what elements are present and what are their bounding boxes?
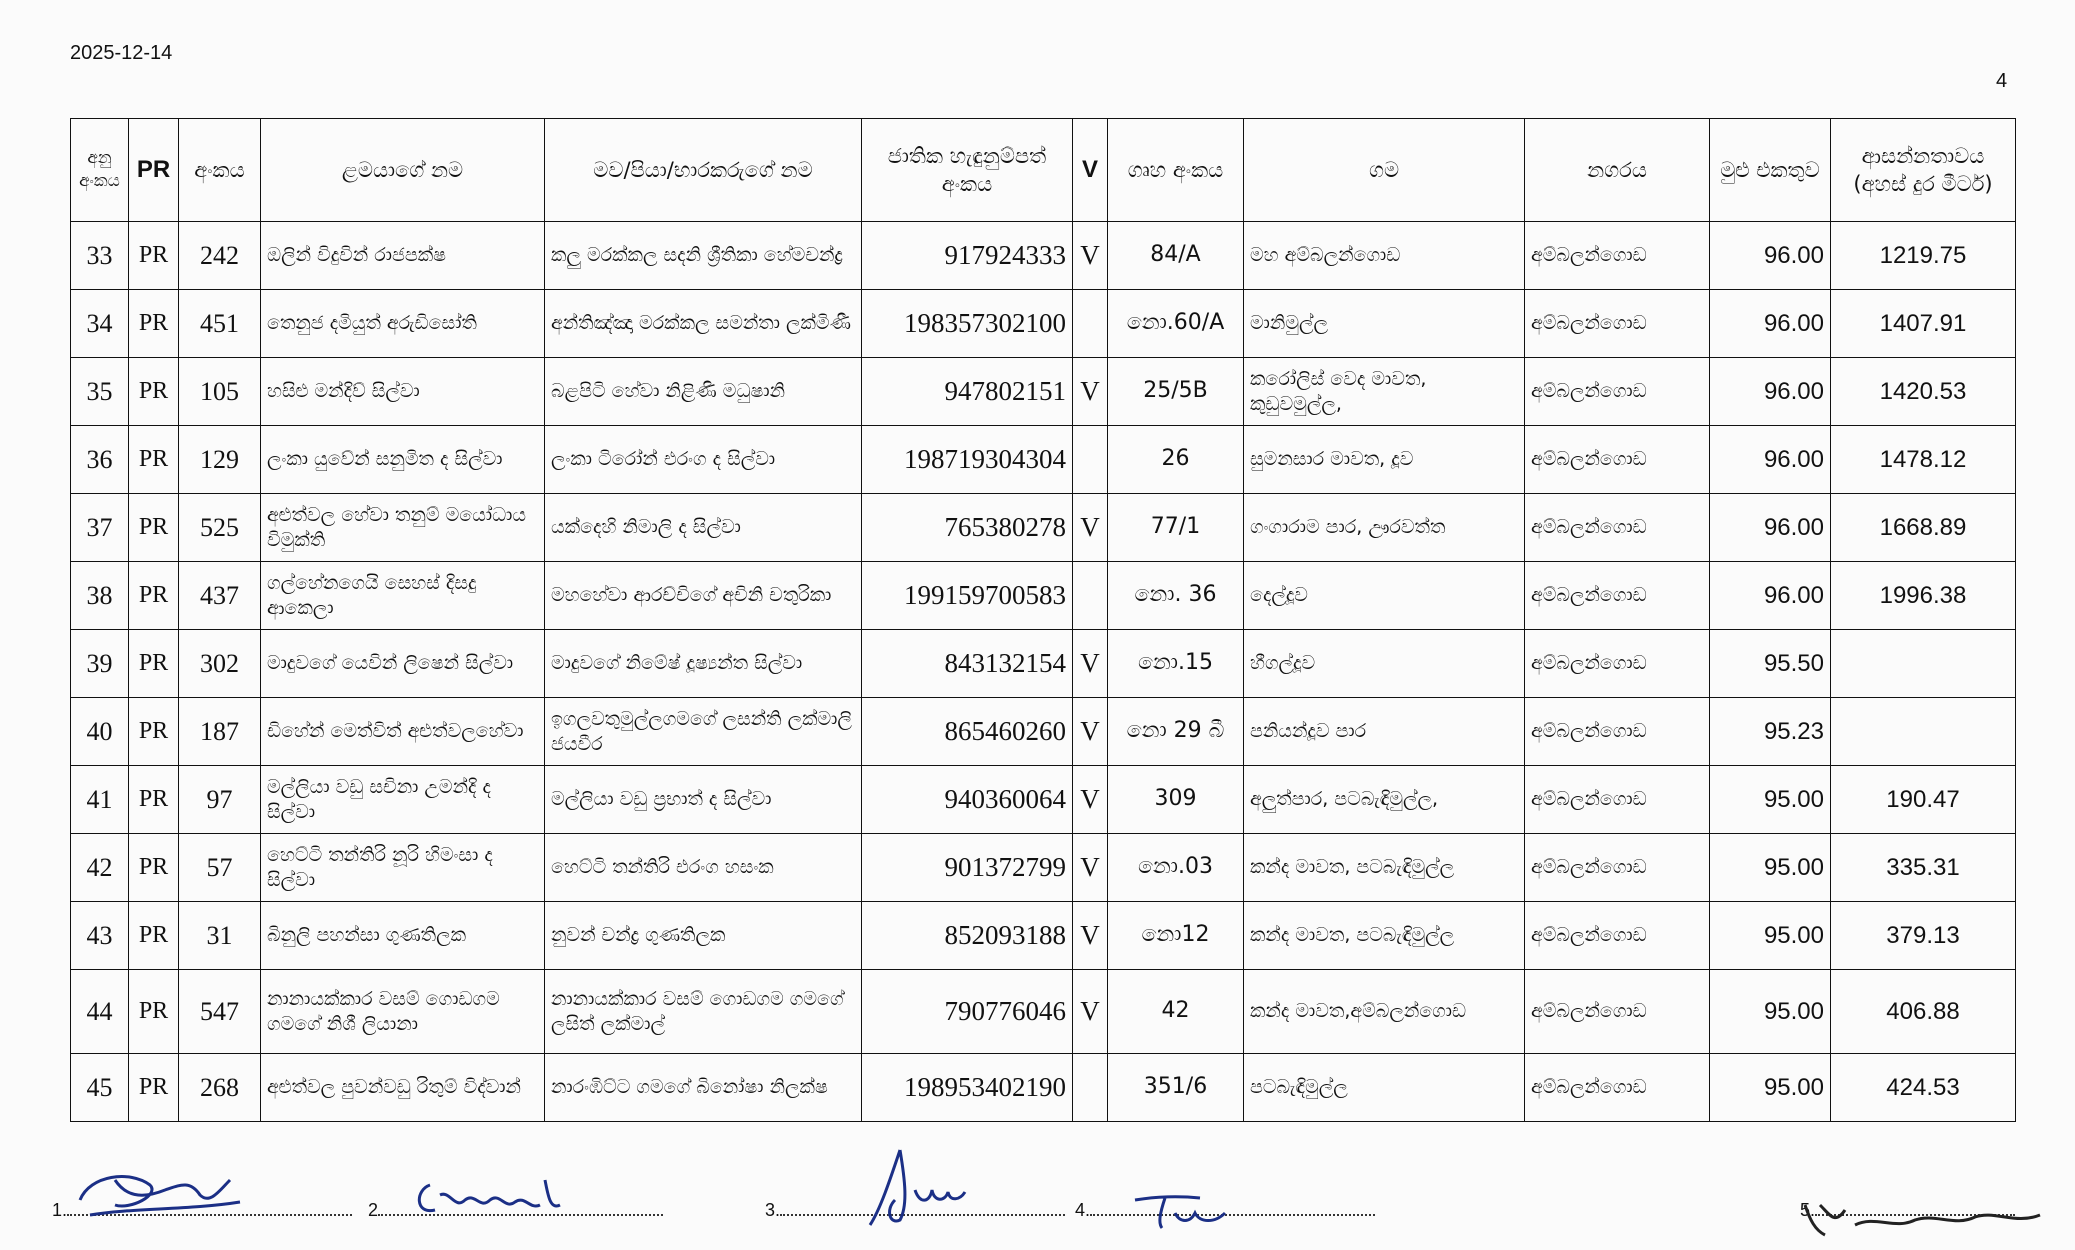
col-house: ගෘහ අංකය bbox=[1108, 119, 1244, 222]
col-v: V bbox=[1073, 119, 1108, 222]
table-row bbox=[71, 358, 2016, 426]
page-number: 4 bbox=[1996, 70, 2008, 92]
table-row bbox=[71, 426, 2016, 494]
cell-v bbox=[1073, 290, 1108, 358]
cell-parent-name: බළපිටි හේවා නිළිණි මධුෂානි bbox=[545, 358, 862, 426]
cell-serial: 42 bbox=[71, 834, 129, 902]
cell-village: මහ අම්බලන්ගොඩ bbox=[1244, 222, 1525, 290]
cell-child-name: අළුත්වල පුවන්වඩු රිතුම් විද්වාන් bbox=[261, 1054, 545, 1122]
cell-v: V bbox=[1073, 698, 1108, 766]
cell-nic: 865460260 bbox=[862, 698, 1073, 766]
cell-total-marks: 96.00 bbox=[1710, 222, 1831, 290]
cell-village: කන්ද මාවත,අම්බලන්ගොඩ bbox=[1244, 970, 1525, 1054]
cell-parent-name: ඉගලවතුමුල්ලගමගේ ලසන්ති ලක්මාලි ජයවීර bbox=[545, 698, 862, 766]
cell-v: V bbox=[1073, 902, 1108, 970]
table-row bbox=[71, 970, 2016, 1054]
cell-distance: 379.13 bbox=[1831, 902, 2016, 970]
cell-serial: 38 bbox=[71, 562, 129, 630]
cell-distance: 1668.89 bbox=[1831, 494, 2016, 562]
cell-nic: 198953402190 bbox=[862, 1054, 1073, 1122]
col-number: අංකය bbox=[179, 119, 261, 222]
signature-4 bbox=[1130, 1188, 1240, 1233]
signature-line-4: 4. bbox=[1075, 1200, 1375, 1221]
cell-v: V bbox=[1073, 766, 1108, 834]
cell-distance: 424.53 bbox=[1831, 1054, 2016, 1122]
cell-house: නො12 bbox=[1108, 902, 1244, 970]
cell-village: සුමනසාර මාවත, දූව bbox=[1244, 426, 1525, 494]
cell-house: 77/1 bbox=[1108, 494, 1244, 562]
cell-child-name: නානායක්කාර වසම් ගොඩගම ගමගේ නිශී ලියානා bbox=[261, 970, 545, 1054]
signature-2 bbox=[410, 1170, 570, 1225]
cell-v bbox=[1073, 562, 1108, 630]
cell-serial: 37 bbox=[71, 494, 129, 562]
cell-pr: PR bbox=[129, 426, 179, 494]
cell-serial: 33 bbox=[71, 222, 129, 290]
table-row bbox=[71, 630, 2016, 698]
col-pr: PR bbox=[129, 119, 179, 222]
col-village: ගම bbox=[1244, 119, 1525, 222]
cell-house: 309 bbox=[1108, 766, 1244, 834]
cell-city: අම්බලන්ගොඩ bbox=[1525, 698, 1710, 766]
col-parent-name: මව/පියා/භාරකරුගේ නම bbox=[545, 119, 862, 222]
signature-line-5: 5. bbox=[1800, 1200, 2015, 1221]
cell-total-marks: 96.00 bbox=[1710, 494, 1831, 562]
cell-child-name: මාදුවගේ යෙවින් ලිෂෙන් සිල්වා bbox=[261, 630, 545, 698]
cell-parent-name: මහහේවා ආරච්චිගේ අචිනි චතුරිකා bbox=[545, 562, 862, 630]
cell-village: ගංගාරාම පාර, ඌරවත්ත bbox=[1244, 494, 1525, 562]
cell-city: අම්බලන්ගොඩ bbox=[1525, 494, 1710, 562]
cell-nic: 790776046 bbox=[862, 970, 1073, 1054]
cell-serial: 39 bbox=[71, 630, 129, 698]
cell-number: 187 bbox=[179, 698, 261, 766]
cell-house: 351/6 bbox=[1108, 1054, 1244, 1122]
cell-distance bbox=[1831, 630, 2016, 698]
student-table bbox=[70, 118, 2016, 1122]
cell-pr: PR bbox=[129, 1054, 179, 1122]
cell-pr: PR bbox=[129, 970, 179, 1054]
cell-v bbox=[1073, 426, 1108, 494]
col-child-name: ළමයාගේ නම bbox=[261, 119, 545, 222]
cell-parent-name: ලංකා ටිරෝන් එරංග ද සිල්වා bbox=[545, 426, 862, 494]
cell-nic: 765380278 bbox=[862, 494, 1073, 562]
cell-total-marks: 95.00 bbox=[1710, 902, 1831, 970]
cell-distance: 1219.75 bbox=[1831, 222, 2016, 290]
cell-pr: PR bbox=[129, 902, 179, 970]
cell-total-marks: 96.00 bbox=[1710, 562, 1831, 630]
cell-city: අම්බලන්ගොඩ bbox=[1525, 358, 1710, 426]
cell-village: කරෝලිස් වෙද මාවත, කුඩුවමුල්ල, bbox=[1244, 358, 1525, 426]
cell-serial: 36 bbox=[71, 426, 129, 494]
cell-house: නො.03 bbox=[1108, 834, 1244, 902]
cell-village: පටබැඳිමුල්ල bbox=[1244, 1054, 1525, 1122]
cell-child-name: තෙනුජ දමියුත් අරුඩිසෝති bbox=[261, 290, 545, 358]
cell-nic: 852093188 bbox=[862, 902, 1073, 970]
signature-line-1: 1. bbox=[52, 1200, 352, 1221]
cell-number: 547 bbox=[179, 970, 261, 1054]
signature-3 bbox=[860, 1140, 980, 1235]
cell-serial: 44 bbox=[71, 970, 129, 1054]
cell-child-name: අළුත්වල හේවා තනුම් මයෝධාය විමුක්ති bbox=[261, 494, 545, 562]
document-date: 2025-12-14 bbox=[70, 42, 173, 64]
cell-distance: 1996.38 bbox=[1831, 562, 2016, 630]
cell-nic: 198719304304 bbox=[862, 426, 1073, 494]
col-distance: ආසන්නතාවය (අහස් දුර මීටර්) bbox=[1831, 119, 2016, 222]
cell-nic: 947802151 bbox=[862, 358, 1073, 426]
cell-parent-name: කලු මරක්කල සදනි ශ්‍රීතිකා හේමචන්ද්‍ර bbox=[545, 222, 862, 290]
cell-total-marks: 96.00 bbox=[1710, 358, 1831, 426]
cell-parent-name: නුවන් චන්ද්‍ර ගුණතිලක bbox=[545, 902, 862, 970]
cell-distance: 1478.12 bbox=[1831, 426, 2016, 494]
cell-serial: 41 bbox=[71, 766, 129, 834]
cell-total-marks: 96.00 bbox=[1710, 290, 1831, 358]
cell-house: නො. 36 bbox=[1108, 562, 1244, 630]
table-row bbox=[71, 834, 2016, 902]
cell-city: අම්බලන්ගොඩ bbox=[1525, 766, 1710, 834]
cell-nic: 940360064 bbox=[862, 766, 1073, 834]
cell-number: 268 bbox=[179, 1054, 261, 1122]
cell-total-marks: 95.00 bbox=[1710, 1054, 1831, 1122]
cell-number: 242 bbox=[179, 222, 261, 290]
table-row bbox=[71, 494, 2016, 562]
cell-nic: 199159700583 bbox=[862, 562, 1073, 630]
cell-parent-name: යක්දෙහි නිමාලි ද සිල්වා bbox=[545, 494, 862, 562]
cell-pr: PR bbox=[129, 562, 179, 630]
cell-village: අලුත්පාර, පටබැඳිමුල්ල, bbox=[1244, 766, 1525, 834]
cell-child-name: ඩිහේන් මෙත්විත් අළුත්වලහේවා bbox=[261, 698, 545, 766]
cell-pr: PR bbox=[129, 766, 179, 834]
col-nic: ජාතික හැඳුනුම්පත් අංකය bbox=[862, 119, 1073, 222]
cell-total-marks: 95.23 bbox=[1710, 698, 1831, 766]
cell-total-marks: 95.50 bbox=[1710, 630, 1831, 698]
signature-line-2: 2 bbox=[368, 1200, 663, 1221]
cell-village: පනියන්දූව පාර bbox=[1244, 698, 1525, 766]
cell-village: හීගල්දූව bbox=[1244, 630, 1525, 698]
cell-city: අම්බලන්ගොඩ bbox=[1525, 1054, 1710, 1122]
cell-number: 129 bbox=[179, 426, 261, 494]
cell-distance: 335.31 bbox=[1831, 834, 2016, 902]
cell-child-name: හෙට්ටි තන්තිරි නූරි හිමංසා ද සිල්වා bbox=[261, 834, 545, 902]
cell-number: 31 bbox=[179, 902, 261, 970]
table-row bbox=[71, 290, 2016, 358]
cell-v: V bbox=[1073, 630, 1108, 698]
cell-village: කන්ද මාවත, පටබැඳිමුල්ල bbox=[1244, 834, 1525, 902]
cell-number: 97 bbox=[179, 766, 261, 834]
cell-number: 57 bbox=[179, 834, 261, 902]
col-serial: අනු අංකය bbox=[71, 119, 129, 222]
cell-pr: PR bbox=[129, 698, 179, 766]
cell-nic: 843132154 bbox=[862, 630, 1073, 698]
cell-nic: 198357302100 bbox=[862, 290, 1073, 358]
cell-city: අම්බලන්ගොඩ bbox=[1525, 290, 1710, 358]
cell-pr: PR bbox=[129, 494, 179, 562]
cell-house: 25/5B bbox=[1108, 358, 1244, 426]
cell-total-marks: 95.00 bbox=[1710, 970, 1831, 1054]
cell-village: කන්ද මාවත, පටබැඳිමුල්ල bbox=[1244, 902, 1525, 970]
cell-village: මානිමුල්ල bbox=[1244, 290, 1525, 358]
cell-child-name: ඔලින් විදුවින් රාජපක්ෂ bbox=[261, 222, 545, 290]
cell-distance: 406.88 bbox=[1831, 970, 2016, 1054]
cell-v: V bbox=[1073, 358, 1108, 426]
cell-nic: 917924333 bbox=[862, 222, 1073, 290]
cell-v: V bbox=[1073, 970, 1108, 1054]
table-row bbox=[71, 1054, 2016, 1122]
cell-pr: PR bbox=[129, 358, 179, 426]
cell-parent-name: අන්තිඤ්ඤා මරක්කල සමන්තා ලක්මිණී bbox=[545, 290, 862, 358]
cell-house: 42 bbox=[1108, 970, 1244, 1054]
cell-child-name: මල්ලියා වඩු සචිනා උමන්දි ද සිල්වා bbox=[261, 766, 545, 834]
cell-village: දෙල්දූව bbox=[1244, 562, 1525, 630]
cell-house: නො.60/A bbox=[1108, 290, 1244, 358]
signature-line-3: 3. bbox=[765, 1200, 1065, 1221]
cell-parent-name: මාදුවගේ නිමේෂ් දූෂ්‍යන්ත සිල්වා bbox=[545, 630, 862, 698]
cell-house: 26 bbox=[1108, 426, 1244, 494]
cell-city: අම්බලන්ගොඩ bbox=[1525, 562, 1710, 630]
table-row bbox=[71, 222, 2016, 290]
table-row bbox=[71, 902, 2016, 970]
cell-child-name: ලංකා යුවේන් සනුමිත ද සිල්වා bbox=[261, 426, 545, 494]
col-total-marks: මුළු එකතුව bbox=[1710, 119, 1831, 222]
signature-5 bbox=[1795, 1195, 2055, 1245]
cell-child-name: හසිළු මන්දිව් සිල්වා bbox=[261, 358, 545, 426]
col-city: නගරය bbox=[1525, 119, 1710, 222]
cell-city: අම්බලන්ගොඩ bbox=[1525, 426, 1710, 494]
cell-parent-name: නානායක්කාර වසම් ගොඩගම ගමගේ ලසිත් ලක්මාල් bbox=[545, 970, 862, 1054]
cell-distance: 1420.53 bbox=[1831, 358, 2016, 426]
cell-distance bbox=[1831, 698, 2016, 766]
cell-v bbox=[1073, 1054, 1108, 1122]
cell-city: අම්බලන්ගොඩ bbox=[1525, 902, 1710, 970]
cell-number: 302 bbox=[179, 630, 261, 698]
cell-v: V bbox=[1073, 222, 1108, 290]
cell-number: 451 bbox=[179, 290, 261, 358]
cell-distance: 1407.91 bbox=[1831, 290, 2016, 358]
cell-pr: PR bbox=[129, 222, 179, 290]
cell-number: 437 bbox=[179, 562, 261, 630]
cell-number: 105 bbox=[179, 358, 261, 426]
cell-nic: 901372799 bbox=[862, 834, 1073, 902]
cell-total-marks: 95.00 bbox=[1710, 834, 1831, 902]
cell-serial: 35 bbox=[71, 358, 129, 426]
cell-city: අම්බලන්ගොඩ bbox=[1525, 222, 1710, 290]
cell-city: අම්බලන්ගොඩ bbox=[1525, 970, 1710, 1054]
cell-serial: 43 bbox=[71, 902, 129, 970]
cell-v: V bbox=[1073, 834, 1108, 902]
cell-parent-name: හෙට්ටි තන්තිරි එරංග හසංක bbox=[545, 834, 862, 902]
cell-house: 84/A bbox=[1108, 222, 1244, 290]
cell-city: අම්බලන්ගොඩ bbox=[1525, 630, 1710, 698]
cell-pr: PR bbox=[129, 834, 179, 902]
cell-child-name: ගල්හේනගෙයි සෙහස් දිසදු ආකෙලා bbox=[261, 562, 545, 630]
cell-pr: PR bbox=[129, 290, 179, 358]
cell-house: නො 29 බී bbox=[1108, 698, 1244, 766]
cell-parent-name: මල්ලියා වඩු ප්‍රභාත් ද සිල්වා bbox=[545, 766, 862, 834]
table-header-row bbox=[71, 119, 2016, 222]
cell-pr: PR bbox=[129, 630, 179, 698]
table-row bbox=[71, 562, 2016, 630]
cell-total-marks: 96.00 bbox=[1710, 426, 1831, 494]
cell-number: 525 bbox=[179, 494, 261, 562]
cell-total-marks: 95.00 bbox=[1710, 766, 1831, 834]
cell-city: අම්බලන්ගොඩ bbox=[1525, 834, 1710, 902]
cell-v: V bbox=[1073, 494, 1108, 562]
cell-distance: 190.47 bbox=[1831, 766, 2016, 834]
cell-house: නො.15 bbox=[1108, 630, 1244, 698]
table-row bbox=[71, 766, 2016, 834]
cell-child-name: බිනුලි පහන්සා ගුණතිලක bbox=[261, 902, 545, 970]
cell-serial: 45 bbox=[71, 1054, 129, 1122]
table-row bbox=[71, 698, 2016, 766]
signature-1 bbox=[70, 1160, 250, 1230]
cell-serial: 34 bbox=[71, 290, 129, 358]
cell-serial: 40 bbox=[71, 698, 129, 766]
cell-parent-name: නාරංඹිට්ට ගමගේ බිනෝෂා නිලක්ෂ bbox=[545, 1054, 862, 1122]
